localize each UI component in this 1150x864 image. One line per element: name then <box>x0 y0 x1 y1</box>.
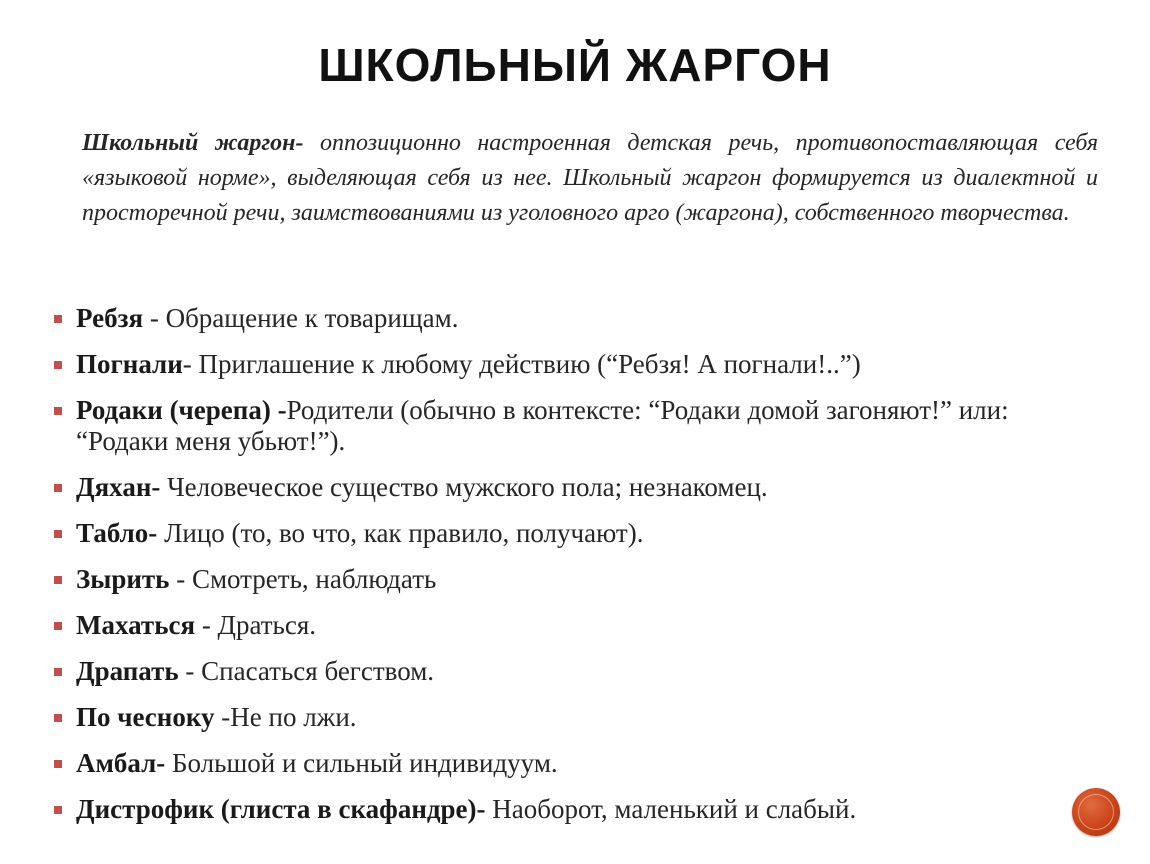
terms-list <box>52 303 1062 840</box>
slide-title: ШКОЛЬНЫЙ ЖАРГОН <box>318 39 832 91</box>
intro-lead: Школьный жаргон- <box>82 130 304 156</box>
list-item <box>52 303 1062 334</box>
square-bullet-icon <box>54 760 62 768</box>
term-definition: - Обращение к товарищам. <box>143 303 459 333</box>
term-name: Родаки (черепа) - <box>76 395 287 425</box>
list-item <box>52 564 1062 595</box>
list-item <box>52 349 1062 380</box>
term-definition: Наоборот, маленький и слабый. <box>485 794 857 824</box>
square-bullet-icon <box>54 407 62 415</box>
list-item <box>52 472 1062 503</box>
square-bullet-icon <box>54 622 62 630</box>
term-definition: - Драться. <box>195 610 317 640</box>
term-definition: Большой и сильный индивидуум. <box>165 748 558 778</box>
list-item <box>52 656 1062 687</box>
term-definition: Человеческое существо мужского пола; незнакомец. <box>160 472 768 502</box>
term-name: Амбал- <box>76 748 166 778</box>
square-bullet-icon <box>54 714 62 722</box>
intro-paragraph <box>82 126 1098 231</box>
term-definition: - Спасаться бегством. <box>178 656 435 686</box>
list-item <box>52 748 1062 779</box>
term-name: Табло- <box>76 518 158 548</box>
term-definition: Родители (обычно в контексте: “Родаки домой загоняют!” или: “Родаки меня убьют!”). <box>76 395 1009 456</box>
list-item <box>52 518 1062 549</box>
term-name: Драпать <box>76 656 179 686</box>
term-definition: -Не по лжи. <box>214 702 357 732</box>
list-item <box>52 702 1062 733</box>
decorative-circle-icon <box>1072 788 1120 836</box>
term-name: Ребзя <box>76 303 144 333</box>
square-bullet-icon <box>54 668 62 676</box>
square-bullet-icon <box>54 361 62 369</box>
square-bullet-icon <box>54 315 62 323</box>
decorative-ring <box>1078 794 1114 830</box>
square-bullet-icon <box>54 530 62 538</box>
intro-text: оппозиционно настроенная детская речь, противопоставляющая себя «языковой норме», выделяющая себя из нее. Школьный жаргон формируется из диалектной и просторечной речи, заимствованиями из уголовного арго (жаргона), собственного творчества. <box>82 130 1099 226</box>
term-name: По чесноку <box>76 702 215 732</box>
term-name: Погнали <box>76 349 183 379</box>
list-item <box>52 395 1062 457</box>
square-bullet-icon <box>54 806 62 814</box>
term-definition: - Приглашение к любому действию (“Ребзя! А погнали!..”) <box>182 349 861 379</box>
term-name: Махаться <box>76 610 196 640</box>
term-name: Зырить <box>76 564 170 594</box>
term-definition: Лицо (то, во что, как правило, получают). <box>157 518 644 548</box>
square-bullet-icon <box>54 576 62 584</box>
list-item <box>52 610 1062 641</box>
square-bullet-icon <box>54 484 62 492</box>
term-name: Дяхан- <box>76 472 161 502</box>
list-item <box>52 794 1062 825</box>
term-name: Дистрофик (глиста в скафандре)- <box>76 794 486 824</box>
term-definition: - Смотреть, наблюдать <box>169 564 437 594</box>
